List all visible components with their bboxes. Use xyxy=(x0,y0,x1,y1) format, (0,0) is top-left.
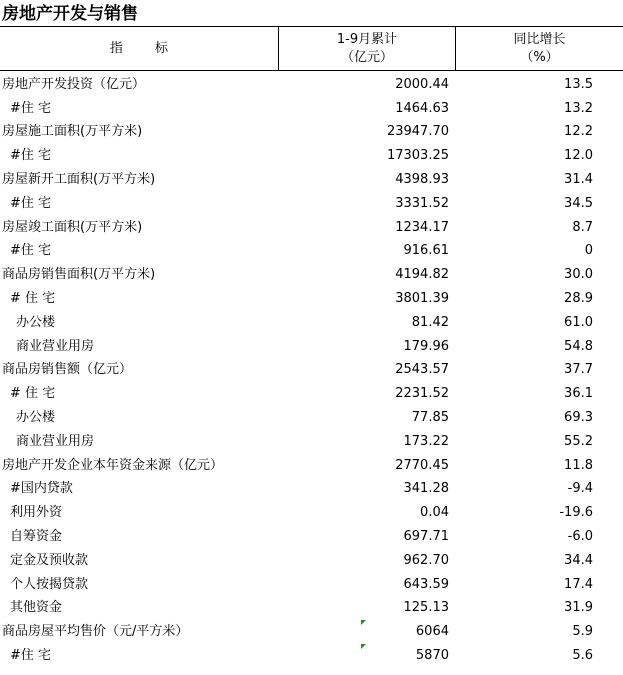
row-label: 自筹资金 xyxy=(10,528,63,544)
row-value: 916.61 xyxy=(403,243,449,259)
row-label: # 住 宅 xyxy=(10,386,56,402)
table-row xyxy=(0,214,623,238)
row-growth: -9.4 xyxy=(567,481,593,497)
table-row xyxy=(0,476,623,500)
row-growth: 36.1 xyxy=(564,386,593,402)
table-row xyxy=(0,428,623,452)
row-label: 定金及预收款 xyxy=(10,552,89,568)
row-label: 其他资金 xyxy=(10,600,63,616)
row-value: 5870 xyxy=(415,647,449,663)
table-row xyxy=(0,238,623,262)
stats-table xyxy=(0,26,623,666)
row-value: 2770.45 xyxy=(395,457,449,473)
row-growth: 13.2 xyxy=(564,100,593,116)
row-growth: 13.5 xyxy=(564,76,593,92)
row-value: 2000.44 xyxy=(395,76,449,92)
row-growth: 0 xyxy=(584,243,593,259)
table-row xyxy=(0,285,623,309)
row-value: 962.70 xyxy=(403,552,449,568)
table-row xyxy=(0,571,623,595)
row-growth: 17.4 xyxy=(564,576,593,592)
header-cumulative: 1-9月累计 （亿元） xyxy=(336,31,398,65)
table-row xyxy=(0,119,623,143)
row-label: 商业营业用房 xyxy=(16,338,95,354)
row-value: 2543.57 xyxy=(395,362,449,378)
cell-marker-icon xyxy=(361,644,366,649)
table-row xyxy=(0,642,623,666)
table-row xyxy=(0,452,623,476)
row-growth: 34.5 xyxy=(564,195,593,211)
row-label: #住 宅 xyxy=(10,647,52,663)
row-label: 房地产开发投资（亿元） xyxy=(2,76,146,92)
table-row xyxy=(0,380,623,404)
row-value: 697.71 xyxy=(403,528,449,544)
table-row xyxy=(0,166,623,190)
row-growth: 8.7 xyxy=(572,219,593,235)
page-title: 房地产开发与销售 xyxy=(2,4,138,24)
row-value: 0.04 xyxy=(420,505,449,521)
row-label: #住 宅 xyxy=(10,100,52,116)
row-value: 3801.39 xyxy=(395,290,449,306)
row-value: 6064 xyxy=(415,624,449,640)
row-value: 4194.82 xyxy=(395,267,449,283)
row-value: 23947.70 xyxy=(386,124,449,140)
row-value: 341.28 xyxy=(403,481,449,497)
row-value: 77.85 xyxy=(411,409,449,425)
row-growth: 5.9 xyxy=(572,624,593,640)
row-growth: 11.8 xyxy=(564,457,593,473)
row-value: 3331.52 xyxy=(395,195,449,211)
table-row xyxy=(0,499,623,523)
table-row xyxy=(0,404,623,428)
row-label: 房地产开发企业本年资金来源（亿元） xyxy=(2,457,224,473)
table-row xyxy=(0,71,623,95)
header-growth: 同比增长 （%） xyxy=(513,31,566,65)
row-growth: 12.0 xyxy=(564,148,593,164)
row-value: 643.59 xyxy=(403,576,449,592)
row-value: 17303.25 xyxy=(386,148,449,164)
row-value: 1234.17 xyxy=(395,219,449,235)
row-label: 房屋新开工面积(万平方米) xyxy=(2,171,156,187)
row-growth: -19.6 xyxy=(559,505,593,521)
table-row xyxy=(0,190,623,214)
row-growth: 12.2 xyxy=(564,124,593,140)
row-value: 173.22 xyxy=(403,433,449,449)
row-label: 个人按揭贷款 xyxy=(10,576,89,592)
row-growth: 30.0 xyxy=(564,267,593,283)
table-row xyxy=(0,357,623,381)
row-growth: 31.9 xyxy=(564,600,593,616)
row-value: 2231.52 xyxy=(395,386,449,402)
row-label: 利用外资 xyxy=(10,505,63,521)
row-label: #住 宅 xyxy=(10,148,52,164)
row-label: 商品房销售面积(万平方米) xyxy=(2,267,156,283)
row-growth: 69.3 xyxy=(564,409,593,425)
row-growth: 55.2 xyxy=(564,433,593,449)
table-row xyxy=(0,595,623,619)
table-row xyxy=(0,547,623,571)
row-label: 商品房屋平均售价（元/平方米） xyxy=(2,624,189,640)
table-row xyxy=(0,523,623,547)
row-label: #住 宅 xyxy=(10,195,52,211)
row-growth: -6.0 xyxy=(567,528,593,544)
row-growth: 28.9 xyxy=(564,290,593,306)
row-growth: 61.0 xyxy=(564,314,593,330)
row-growth: 34.4 xyxy=(564,552,593,568)
row-growth: 31.4 xyxy=(564,171,593,187)
row-label: # 住 宅 xyxy=(10,290,56,306)
row-label: #国内贷款 xyxy=(10,481,73,497)
table-row xyxy=(0,333,623,357)
row-value: 125.13 xyxy=(403,600,449,616)
table-row xyxy=(0,618,623,642)
row-value: 1464.63 xyxy=(395,100,449,116)
row-value: 4398.93 xyxy=(395,171,449,187)
header-indicator: 指 标 xyxy=(109,40,183,56)
table-row xyxy=(0,142,623,166)
row-growth: 5.6 xyxy=(572,647,593,663)
row-growth: 54.8 xyxy=(564,338,593,354)
cell-marker-icon xyxy=(361,620,366,625)
row-label: #住 宅 xyxy=(10,243,52,259)
row-label: 房屋施工面积(万平方米) xyxy=(2,124,143,140)
row-growth: 37.7 xyxy=(564,362,593,378)
table-row xyxy=(0,309,623,333)
row-label: 商品房销售额（亿元） xyxy=(2,362,133,378)
row-label: 办公楼 xyxy=(16,314,56,330)
row-value: 179.96 xyxy=(403,338,449,354)
row-label: 商业营业用房 xyxy=(16,433,95,449)
row-label: 办公楼 xyxy=(16,409,56,425)
table-header xyxy=(0,26,623,71)
row-label: 房屋竣工面积(万平方米) xyxy=(2,219,143,235)
table-body xyxy=(0,71,623,666)
row-value: 81.42 xyxy=(411,314,449,330)
table-row xyxy=(0,261,623,285)
table-row xyxy=(0,95,623,119)
